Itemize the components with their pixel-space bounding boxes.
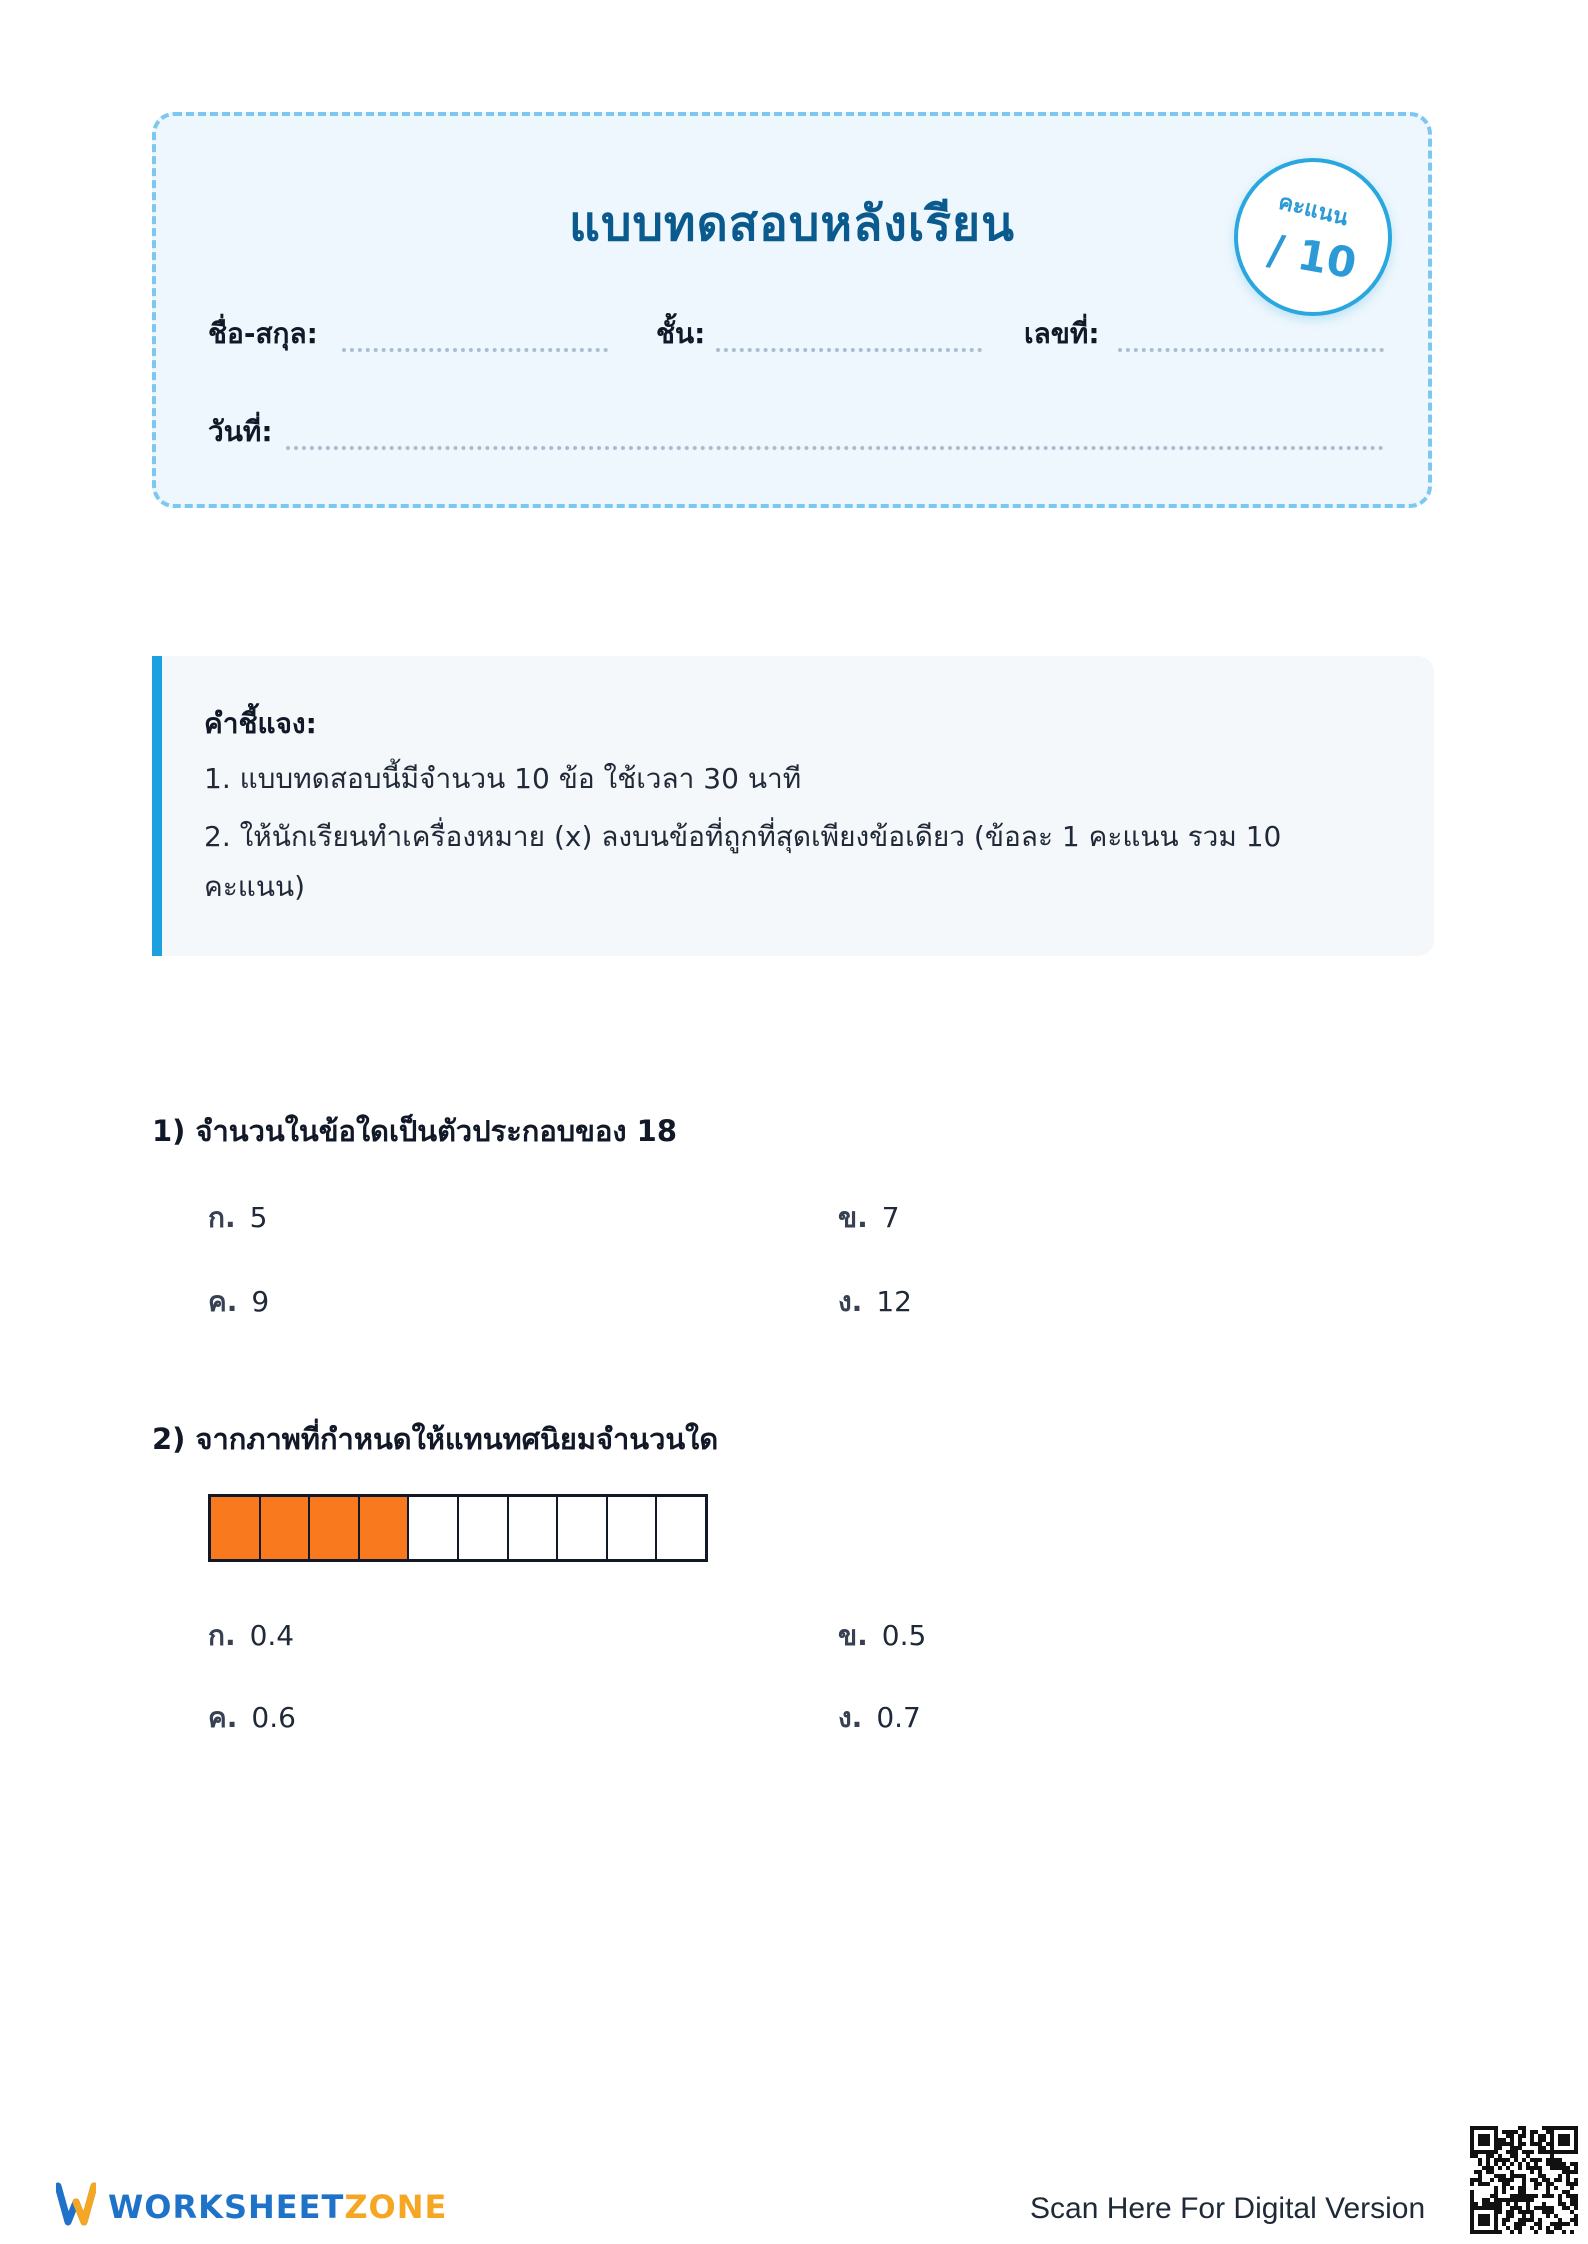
q1-option-a[interactable] xyxy=(208,1196,267,1240)
option-value: 7 xyxy=(881,1201,900,1234)
q2-option-b[interactable] xyxy=(838,1614,926,1658)
instructions-box xyxy=(152,656,1434,956)
q2-option-c[interactable] xyxy=(208,1696,296,1740)
option-value: 0.4 xyxy=(249,1619,295,1652)
option-letter: ก. xyxy=(208,1619,236,1652)
date-label: วันที่: xyxy=(208,415,273,448)
option-letter: ค. xyxy=(208,1285,238,1318)
bar-cell-shaded xyxy=(211,1497,261,1559)
instruction-line-1: 1. แบบทดสอบนี้มีจำนวน 10 ข้อ ใช้เวลา 30 นาที xyxy=(204,762,802,795)
header-card xyxy=(152,112,1432,508)
decimal-bar-model xyxy=(208,1494,708,1562)
qr-code-icon[interactable] xyxy=(1470,2126,1578,2234)
option-letter: ก. xyxy=(208,1201,236,1234)
option-value: 5 xyxy=(249,1201,268,1234)
option-letter: ง. xyxy=(838,1285,863,1318)
scan-text: Scan Here For Digital Version xyxy=(1030,2192,1426,2225)
option-letter: ง. xyxy=(838,1701,863,1734)
bar-cell-empty xyxy=(459,1497,509,1559)
bar-cell-shaded xyxy=(360,1497,410,1559)
option-letter: ข. xyxy=(838,1201,868,1234)
q1-option-c[interactable] xyxy=(208,1280,269,1324)
brand-part-1: WORKSHEET xyxy=(108,2188,345,2226)
question-2-text: 2) จากภาพที่กำหนดให้แทนทศนิยมจำนวนใด xyxy=(152,1422,719,1456)
option-letter: ค. xyxy=(208,1701,238,1734)
instruction-line-2: 2. ให้นักเรียนทำเครื่องหมาย (x) ลงบนข้อที่ถูกที่สุดเพียงข้อเดียว (ข้อละ 1 คะแนน รวม 10 คะแนน) xyxy=(204,820,1282,903)
q2-option-d[interactable] xyxy=(838,1696,921,1740)
bar-cell-empty xyxy=(409,1497,459,1559)
bar-cell-empty xyxy=(608,1497,658,1559)
worksheetzone-logo-icon xyxy=(56,2178,96,2230)
option-value: 9 xyxy=(251,1285,270,1318)
date-field[interactable] xyxy=(286,446,1384,450)
option-value: 0.5 xyxy=(881,1619,927,1652)
bar-cell-shaded xyxy=(261,1497,311,1559)
option-value: 0.7 xyxy=(876,1701,921,1734)
option-value: 12 xyxy=(876,1285,912,1318)
bar-cell-empty xyxy=(657,1497,705,1559)
score-badge xyxy=(1234,158,1392,316)
instructions-title: คำชี้แจง: xyxy=(204,707,317,740)
brand-name xyxy=(108,2188,447,2226)
option-letter: ข. xyxy=(838,1619,868,1652)
score-value: / 10 xyxy=(1264,224,1361,289)
number-label: เลขที่: xyxy=(1024,317,1100,350)
name-field[interactable] xyxy=(342,348,608,352)
class-field[interactable] xyxy=(716,348,982,352)
q2-option-a[interactable] xyxy=(208,1614,294,1658)
class-label: ชั้น: xyxy=(656,317,706,350)
number-field[interactable] xyxy=(1118,348,1384,352)
q1-option-d[interactable] xyxy=(838,1280,912,1324)
bar-cell-shaded xyxy=(310,1497,360,1559)
question-1-text: 1) จำนวนในข้อใดเป็นตัวประกอบของ 18 xyxy=(152,1114,678,1148)
page-title: แบบทดสอบหลังเรียน xyxy=(569,196,1015,252)
name-label: ชื่อ-สกุล: xyxy=(208,317,318,350)
q1-option-b[interactable] xyxy=(838,1196,900,1240)
option-value: 0.6 xyxy=(251,1701,296,1734)
bar-cell-empty xyxy=(558,1497,608,1559)
score-label: คะแนน xyxy=(1275,189,1351,232)
brand-part-2: ZONE xyxy=(344,2188,448,2226)
bar-cell-empty xyxy=(509,1497,559,1559)
